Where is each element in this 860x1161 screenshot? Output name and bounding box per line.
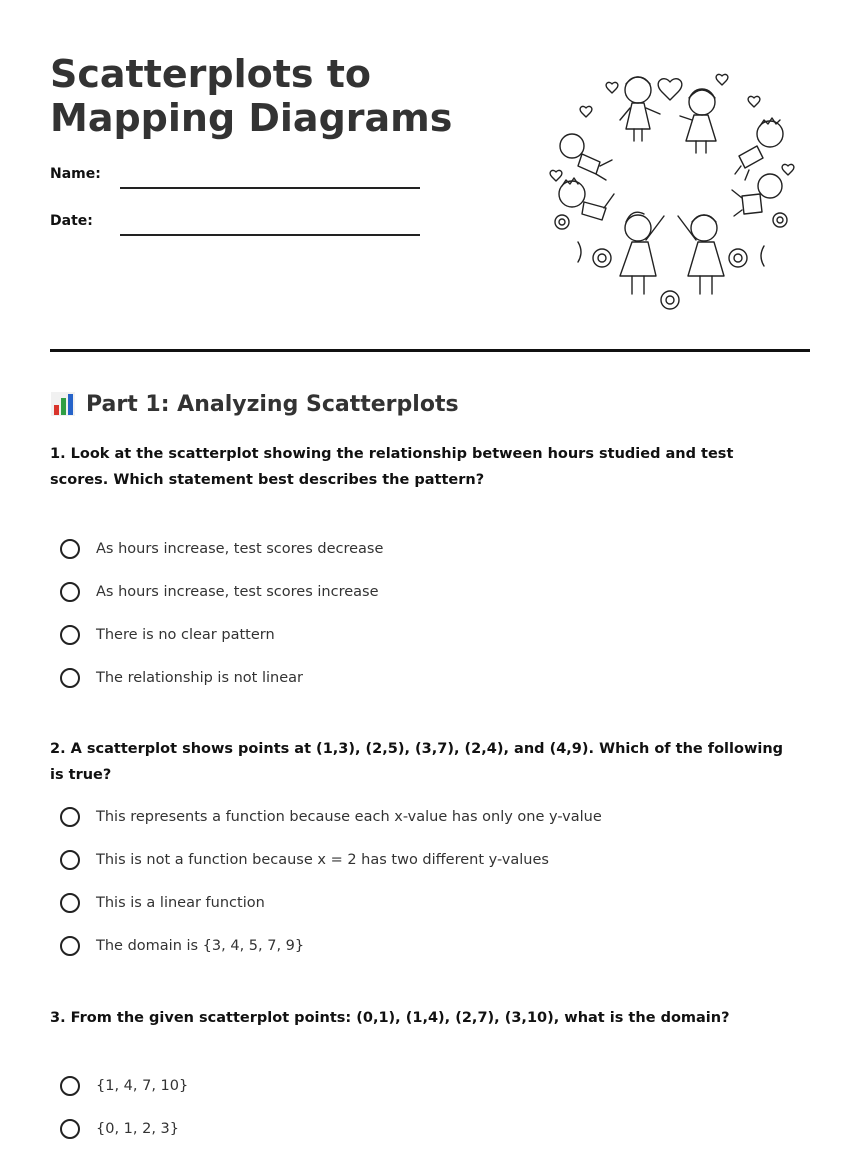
question-2-option-c[interactable] (60, 890, 265, 916)
radio-button[interactable] (60, 668, 80, 688)
option-label: {1, 4, 7, 10} (96, 1078, 189, 1094)
option-label: The relationship is not linear (96, 670, 303, 686)
question-1-text: 1. Look at the scatterplot showing the relationship between hours studied and test scores. Which statement best describes the pattern? (50, 446, 734, 488)
flower-icon (555, 213, 787, 309)
question-2-option-d[interactable] (60, 933, 304, 959)
heart-icon (550, 74, 794, 181)
radio-button[interactable] (60, 893, 80, 913)
option-label: As hours increase, test scores increase (96, 584, 379, 600)
option-label: This is a linear function (96, 895, 265, 911)
name-field-line[interactable] (120, 187, 420, 189)
option-label: The domain is {3, 4, 5, 7, 9} (96, 938, 305, 954)
question-1-option-d[interactable] (60, 665, 303, 691)
section-header (50, 388, 459, 420)
question-1-option-c[interactable] (60, 622, 275, 648)
child-figure-icon (732, 174, 782, 216)
children-circle-illustration (542, 62, 798, 318)
radio-button[interactable] (60, 850, 80, 870)
radio-button[interactable] (60, 936, 80, 956)
question-2-text: 2. A scatterplot shows points at (1,3), (2,5), (3,7), (2,4), and (4,9). Which of the following is true? (50, 741, 784, 783)
child-figure-icon (559, 178, 614, 220)
child-figure-icon (678, 215, 724, 294)
radio-button[interactable] (60, 807, 80, 827)
name-label: Name: (50, 166, 101, 182)
question-1-option-a[interactable] (60, 536, 383, 562)
option-label: As hours increase, test scores decrease (96, 541, 384, 557)
question-3-text: 3. From the given scatterplot points: (0,1), (1,4), (2,7), (3,10), what is the domain? (50, 1010, 730, 1026)
child-figure-icon (735, 118, 783, 180)
header-divider (50, 349, 810, 352)
option-label: There is no clear pattern (96, 627, 275, 643)
section-title: Part 1: Analyzing Scatterplots (86, 391, 459, 417)
radio-button[interactable] (60, 1076, 80, 1096)
option-label: {0, 1, 2, 3} (96, 1121, 180, 1137)
date-label: Date: (50, 213, 93, 229)
radio-button[interactable] (60, 1119, 80, 1139)
page-title: Scatterplots to Mapping Diagrams (50, 52, 453, 140)
option-label: This is not a function because x = 2 has two different y-values (96, 852, 549, 868)
date-field-line[interactable] (120, 234, 420, 236)
question-3-option-b[interactable] (60, 1116, 179, 1142)
child-figure-icon (680, 89, 716, 153)
child-figure-icon (620, 77, 660, 141)
child-figure-icon (560, 134, 612, 180)
question-3-option-a[interactable] (60, 1073, 188, 1099)
child-figure-icon (620, 212, 664, 294)
bar-chart-icon (50, 391, 76, 417)
radio-button[interactable] (60, 582, 80, 602)
question-2-option-a[interactable] (60, 804, 602, 830)
radio-button[interactable] (60, 625, 80, 645)
radio-button[interactable] (60, 539, 80, 559)
option-label: This represents a function because each x-value has only one y-value (96, 809, 602, 825)
question-2-option-b[interactable] (60, 847, 549, 873)
question-1-option-b[interactable] (60, 579, 379, 605)
